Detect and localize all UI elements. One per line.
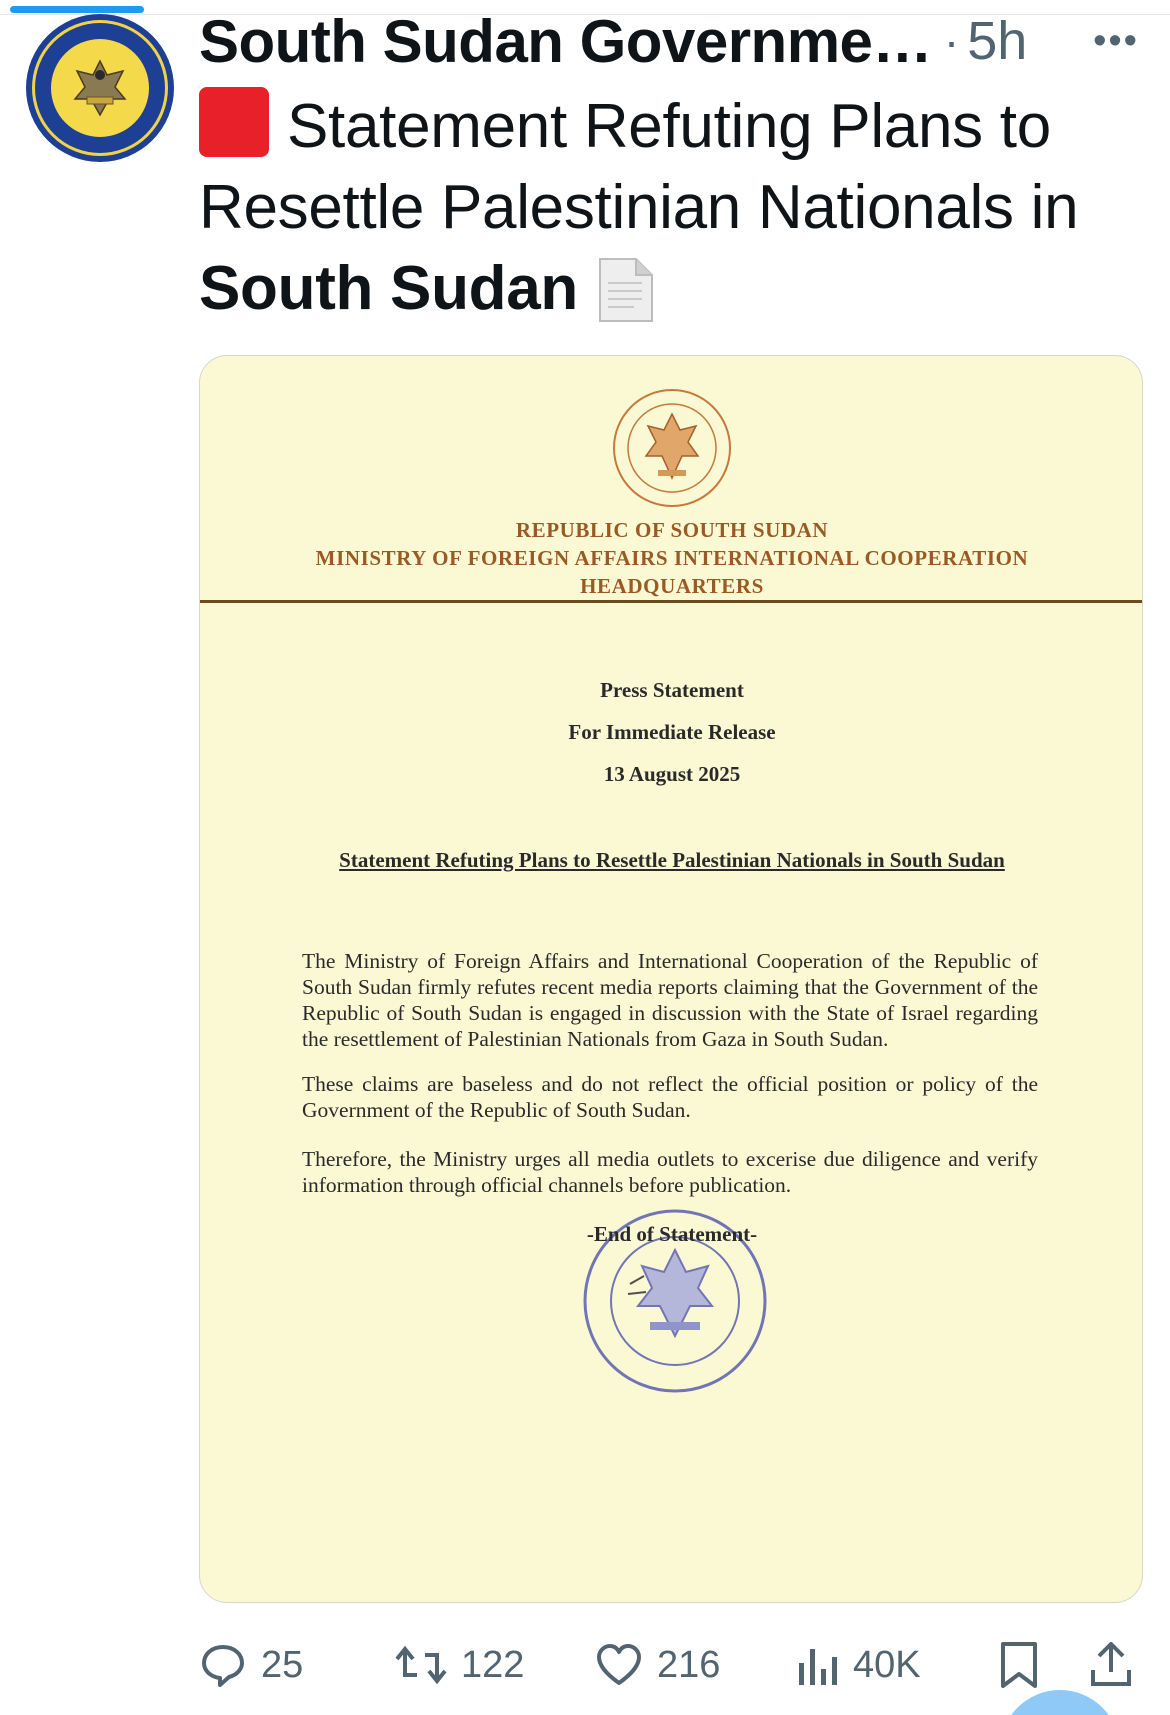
statement-paragraph-1: The Ministry of Foreign Affairs and International Cooperation of the Republic of South Sudan firmly refutes recent media reports claiming that the Government of the Republic of South Sudan is engaged in discussion with the State of Israel regarding the resettlement of Palestinian Nationals from Gaza in South Sudan. (302, 949, 1038, 1051)
letterhead-headquarters: HEADQUARTERS (580, 574, 764, 598)
retweet-button[interactable] (395, 1630, 524, 1700)
tweet-text (199, 86, 1139, 343)
document-icon (598, 257, 654, 343)
views-icon (795, 1641, 839, 1689)
letterhead-seal-icon (600, 386, 744, 515)
author-name[interactable]: South Sudan Governme… (199, 7, 932, 75)
retweet-count: 122 (461, 1643, 525, 1686)
letterhead-republic: REPUBLIC OF SOUTH SUDAN (515, 518, 829, 542)
release-label: For Immediate Release (568, 720, 776, 744)
reply-icon (199, 1641, 247, 1689)
action-bar (199, 1630, 1139, 1700)
avatar-ring (32, 20, 168, 156)
tweet-header (199, 6, 1139, 76)
letterhead-rule (200, 600, 1143, 603)
reply-count: 25 (261, 1643, 304, 1686)
reply-button[interactable] (199, 1630, 303, 1700)
statement-paragraph-3: Therefore, the Ministry urges all media outlets to excerise due diligence and verify information through official channels before publication. (302, 1147, 1038, 1197)
views-count: 40K (853, 1643, 921, 1686)
share-button[interactable] (1089, 1630, 1133, 1700)
like-button[interactable] (595, 1630, 720, 1700)
tweet-text-line-2: Resettle Palestinian Nationals in (199, 173, 1079, 242)
press-statement-label: Press Statement (600, 678, 744, 702)
statement-date: 13 August 2025 (603, 762, 741, 786)
tweet-text-line-1: Statement Refuting Plans to (287, 92, 1051, 161)
share-icon (1089, 1640, 1133, 1690)
bookmark-icon (999, 1640, 1039, 1690)
active-tab-indicator (10, 6, 144, 13)
bookmark-button[interactable] (999, 1630, 1039, 1700)
heart-icon (595, 1641, 643, 1689)
header-separator: · (943, 15, 960, 67)
more-options-icon[interactable]: ••• (1093, 20, 1139, 62)
tweet-text-bold: South Sudan (199, 254, 578, 323)
attached-image[interactable] (199, 355, 1143, 1603)
like-count: 216 (657, 1643, 721, 1686)
red-square-icon (199, 87, 269, 157)
retweet-icon (395, 1641, 447, 1689)
statement-title: Statement Refuting Plans to Resettle Palestinian Nationals in South Sudan (339, 848, 1005, 872)
letterhead-ministry: MINISTRY OF FOREIGN AFFAIRS INTERNATIONAL COOPERATION (315, 546, 1029, 570)
avatar[interactable] (26, 14, 174, 162)
timestamp[interactable]: 5h (967, 11, 1028, 71)
end-of-statement: -End of Statement- (586, 1222, 758, 1246)
views-button[interactable] (795, 1630, 921, 1700)
statement-paragraph-2: These claims are baseless and do not reflect the official position or policy of the Government of the Republic of South Sudan. (302, 1072, 1038, 1122)
